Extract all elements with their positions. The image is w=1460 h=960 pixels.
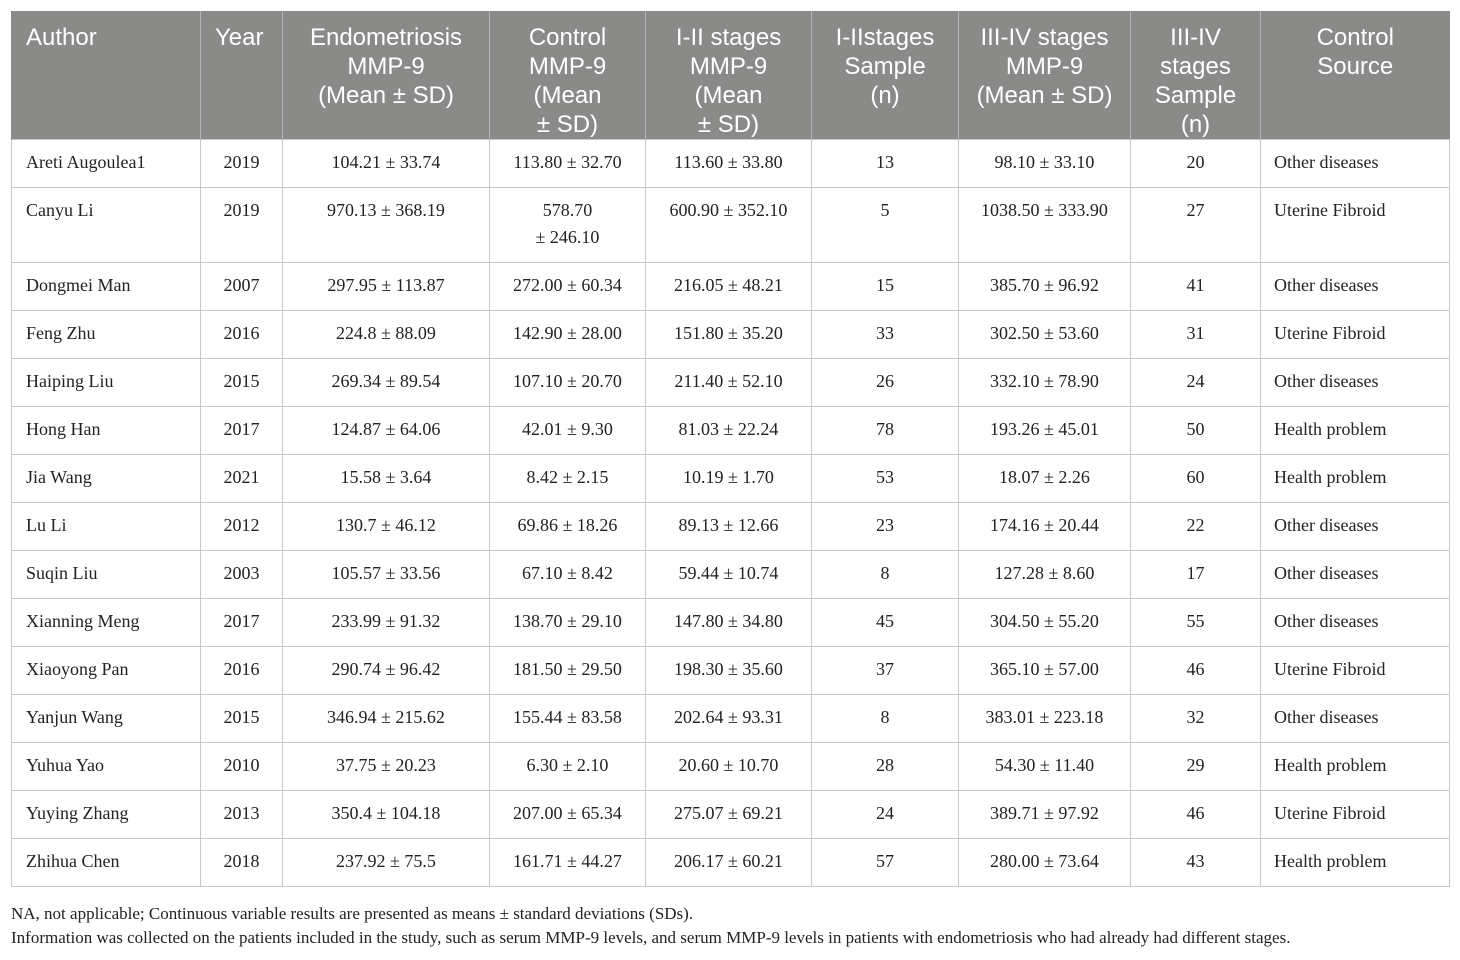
endometriosis-mmp9-cell: 237.92 ± 75.5 [283,839,490,887]
table-row [12,407,1450,455]
table-row [12,791,1450,839]
control-source-cell: Other diseases [1261,140,1450,188]
control-mmp9-cell: 69.86 ± 18.26 [490,503,646,551]
year-cell: 2021 [201,455,283,503]
year-cell: 2017 [201,599,283,647]
endometriosis-mmp9-cell: 37.75 ± 20.23 [283,743,490,791]
table-row [12,647,1450,695]
table-row [12,839,1450,887]
stage-1-2-mmp9-cell: 81.03 ± 22.24 [646,407,812,455]
author-cell: Feng Zhu [12,311,201,359]
endometriosis-mmp9-cell: 15.58 ± 3.64 [283,455,490,503]
year-cell: 2019 [201,188,283,263]
author-cell: Yuhua Yao [12,743,201,791]
column-header: III-IV stages Sample (n) [1131,11,1261,140]
stage-3-4-mmp9-cell: 302.50 ± 53.60 [959,311,1131,359]
footnote-abbreviations: NA, not applicable; Continuous variable results are presented as means ± standard deviations (SDs). [11,904,694,923]
stage-3-4-sample-cell: 22 [1131,503,1261,551]
author-cell: Dongmei Man [12,263,201,311]
stage-1-2-sample-cell: 28 [812,743,959,791]
author-cell: Canyu Li [12,188,201,263]
year-cell: 2018 [201,839,283,887]
stage-1-2-mmp9-cell: 275.07 ± 69.21 [646,791,812,839]
control-mmp9-cell: 155.44 ± 83.58 [490,695,646,743]
control-mmp9-cell: 42.01 ± 9.30 [490,407,646,455]
author-cell: Xianning Meng [12,599,201,647]
stage-1-2-sample-cell: 33 [812,311,959,359]
stage-1-2-sample-cell: 13 [812,140,959,188]
control-source-cell: Other diseases [1261,551,1450,599]
stage-3-4-mmp9-cell: 280.00 ± 73.64 [959,839,1131,887]
stage-3-4-mmp9-cell: 365.10 ± 57.00 [959,647,1131,695]
stage-3-4-mmp9-cell: 127.28 ± 8.60 [959,551,1131,599]
table-body [12,140,1450,887]
stage-3-4-mmp9-cell: 174.16 ± 20.44 [959,503,1131,551]
year-cell: 2016 [201,311,283,359]
table-row [12,551,1450,599]
control-mmp9-cell: 113.80 ± 32.70 [490,140,646,188]
column-header: III-IV stages MMP-9 (Mean ± SD) [959,11,1131,140]
author-cell: Areti Augoulea1 [12,140,201,188]
stage-1-2-mmp9-cell: 59.44 ± 10.74 [646,551,812,599]
control-mmp9-cell: 142.90 ± 28.00 [490,311,646,359]
header-row [12,11,1450,140]
stage-1-2-mmp9-cell: 89.13 ± 12.66 [646,503,812,551]
table-row [12,140,1450,188]
stage-3-4-sample-cell: 31 [1131,311,1261,359]
column-header: Year [201,11,283,140]
stage-1-2-mmp9-cell: 20.60 ± 10.70 [646,743,812,791]
year-cell: 2015 [201,359,283,407]
stage-1-2-sample-cell: 45 [812,599,959,647]
year-cell: 2003 [201,551,283,599]
table-row [12,188,1450,263]
table-row [12,455,1450,503]
column-header: Control MMP-9 (Mean ± SD) [490,11,646,140]
table-row [12,359,1450,407]
stage-1-2-mmp9-cell: 10.19 ± 1.70 [646,455,812,503]
control-source-cell: Health problem [1261,839,1450,887]
footnote-information: Information was collected on the patients included in the study, such as serum MMP-9 levels, and serum MMP-9 levels in patients with endometriosis who had already had different stages. [11,928,1291,947]
author-cell: Yuying Zhang [12,791,201,839]
control-source-cell: Other diseases [1261,263,1450,311]
author-cell: Suqin Liu [12,551,201,599]
table-row [12,263,1450,311]
stage-3-4-sample-cell: 50 [1131,407,1261,455]
control-source-cell: Uterine Fibroid [1261,188,1450,263]
stage-3-4-sample-cell: 20 [1131,140,1261,188]
stage-1-2-mmp9-cell: 211.40 ± 52.10 [646,359,812,407]
stage-3-4-sample-cell: 32 [1131,695,1261,743]
endometriosis-mmp9-cell: 224.8 ± 88.09 [283,311,490,359]
stage-1-2-sample-cell: 37 [812,647,959,695]
stage-3-4-mmp9-cell: 332.10 ± 78.90 [959,359,1131,407]
author-cell: Lu Li [12,503,201,551]
stage-1-2-mmp9-cell: 600.90 ± 352.10 [646,188,812,263]
stage-1-2-sample-cell: 24 [812,791,959,839]
column-header: Endometriosis MMP-9 (Mean ± SD) [283,11,490,140]
stage-1-2-sample-cell: 15 [812,263,959,311]
control-mmp9-cell: 107.10 ± 20.70 [490,359,646,407]
column-header: I-II stages MMP-9 (Mean ± SD) [646,11,812,140]
control-mmp9-cell: 138.70 ± 29.10 [490,599,646,647]
control-source-cell: Uterine Fibroid [1261,311,1450,359]
stage-1-2-sample-cell: 26 [812,359,959,407]
stage-3-4-sample-cell: 60 [1131,455,1261,503]
year-cell: 2012 [201,503,283,551]
control-mmp9-cell: 161.71 ± 44.27 [490,839,646,887]
column-header: Control Source [1261,11,1450,140]
table-header [12,11,1450,140]
stage-1-2-mmp9-cell: 206.17 ± 60.21 [646,839,812,887]
stage-3-4-mmp9-cell: 18.07 ± 2.26 [959,455,1131,503]
stage-3-4-sample-cell: 17 [1131,551,1261,599]
stage-1-2-sample-cell: 5 [812,188,959,263]
endometriosis-mmp9-cell: 104.21 ± 33.74 [283,140,490,188]
author-cell: Jia Wang [12,455,201,503]
endometriosis-mmp9-cell: 297.95 ± 113.87 [283,263,490,311]
endometriosis-mmp9-cell: 124.87 ± 64.06 [283,407,490,455]
control-source-cell: Uterine Fibroid [1261,647,1450,695]
stage-3-4-mmp9-cell: 385.70 ± 96.92 [959,263,1131,311]
stage-3-4-mmp9-cell: 383.01 ± 223.18 [959,695,1131,743]
stage-3-4-sample-cell: 43 [1131,839,1261,887]
stage-3-4-sample-cell: 27 [1131,188,1261,263]
endometriosis-mmp9-cell: 970.13 ± 368.19 [283,188,490,263]
control-source-cell: Health problem [1261,407,1450,455]
stage-3-4-sample-cell: 55 [1131,599,1261,647]
stage-1-2-sample-cell: 57 [812,839,959,887]
stage-1-2-mmp9-cell: 151.80 ± 35.20 [646,311,812,359]
control-mmp9-cell: 8.42 ± 2.15 [490,455,646,503]
author-cell: Xiaoyong Pan [12,647,201,695]
stage-1-2-mmp9-cell: 202.64 ± 93.31 [646,695,812,743]
control-source-cell: Health problem [1261,743,1450,791]
author-cell: Hong Han [12,407,201,455]
control-source-cell: Other diseases [1261,599,1450,647]
author-cell: Zhihua Chen [12,839,201,887]
year-cell: 2007 [201,263,283,311]
year-cell: 2017 [201,407,283,455]
control-source-cell: Other diseases [1261,359,1450,407]
mmp9-data-table [11,11,1450,887]
stage-3-4-sample-cell: 24 [1131,359,1261,407]
control-source-cell: Uterine Fibroid [1261,791,1450,839]
table-row [12,599,1450,647]
stage-1-2-mmp9-cell: 198.30 ± 35.60 [646,647,812,695]
table-row [12,311,1450,359]
stage-3-4-mmp9-cell: 1038.50 ± 333.90 [959,188,1131,263]
control-mmp9-cell: 578.70 ± 246.10 [490,188,646,263]
table-footnotes [11,902,1456,950]
control-mmp9-cell: 6.30 ± 2.10 [490,743,646,791]
control-mmp9-cell: 181.50 ± 29.50 [490,647,646,695]
endometriosis-mmp9-cell: 346.94 ± 215.62 [283,695,490,743]
author-cell: Haiping Liu [12,359,201,407]
table-row [12,695,1450,743]
stage-3-4-mmp9-cell: 193.26 ± 45.01 [959,407,1131,455]
stage-1-2-mmp9-cell: 147.80 ± 34.80 [646,599,812,647]
stage-3-4-mmp9-cell: 389.71 ± 97.92 [959,791,1131,839]
column-header: I-IIstages Sample (n) [812,11,959,140]
stage-3-4-sample-cell: 46 [1131,791,1261,839]
control-source-cell: Health problem [1261,455,1450,503]
control-source-cell: Other diseases [1261,695,1450,743]
stage-1-2-sample-cell: 23 [812,503,959,551]
endometriosis-mmp9-cell: 290.74 ± 96.42 [283,647,490,695]
control-mmp9-cell: 272.00 ± 60.34 [490,263,646,311]
year-cell: 2015 [201,695,283,743]
endometriosis-mmp9-cell: 233.99 ± 91.32 [283,599,490,647]
stage-1-2-mmp9-cell: 216.05 ± 48.21 [646,263,812,311]
control-mmp9-cell: 207.00 ± 65.34 [490,791,646,839]
stage-3-4-sample-cell: 46 [1131,647,1261,695]
table-row [12,743,1450,791]
year-cell: 2013 [201,791,283,839]
year-cell: 2010 [201,743,283,791]
endometriosis-mmp9-cell: 105.57 ± 33.56 [283,551,490,599]
stage-3-4-sample-cell: 29 [1131,743,1261,791]
stage-3-4-mmp9-cell: 98.10 ± 33.10 [959,140,1131,188]
year-cell: 2019 [201,140,283,188]
stage-1-2-sample-cell: 8 [812,551,959,599]
column-header: Author [12,11,201,140]
endometriosis-mmp9-cell: 350.4 ± 104.18 [283,791,490,839]
endometriosis-mmp9-cell: 269.34 ± 89.54 [283,359,490,407]
stage-3-4-mmp9-cell: 304.50 ± 55.20 [959,599,1131,647]
stage-3-4-sample-cell: 41 [1131,263,1261,311]
stage-1-2-sample-cell: 78 [812,407,959,455]
author-cell: Yanjun Wang [12,695,201,743]
endometriosis-mmp9-cell: 130.7 ± 46.12 [283,503,490,551]
control-source-cell: Other diseases [1261,503,1450,551]
control-mmp9-cell: 67.10 ± 8.42 [490,551,646,599]
stage-3-4-mmp9-cell: 54.30 ± 11.40 [959,743,1131,791]
stage-1-2-sample-cell: 53 [812,455,959,503]
year-cell: 2016 [201,647,283,695]
table-row [12,503,1450,551]
stage-1-2-mmp9-cell: 113.60 ± 33.80 [646,140,812,188]
stage-1-2-sample-cell: 8 [812,695,959,743]
